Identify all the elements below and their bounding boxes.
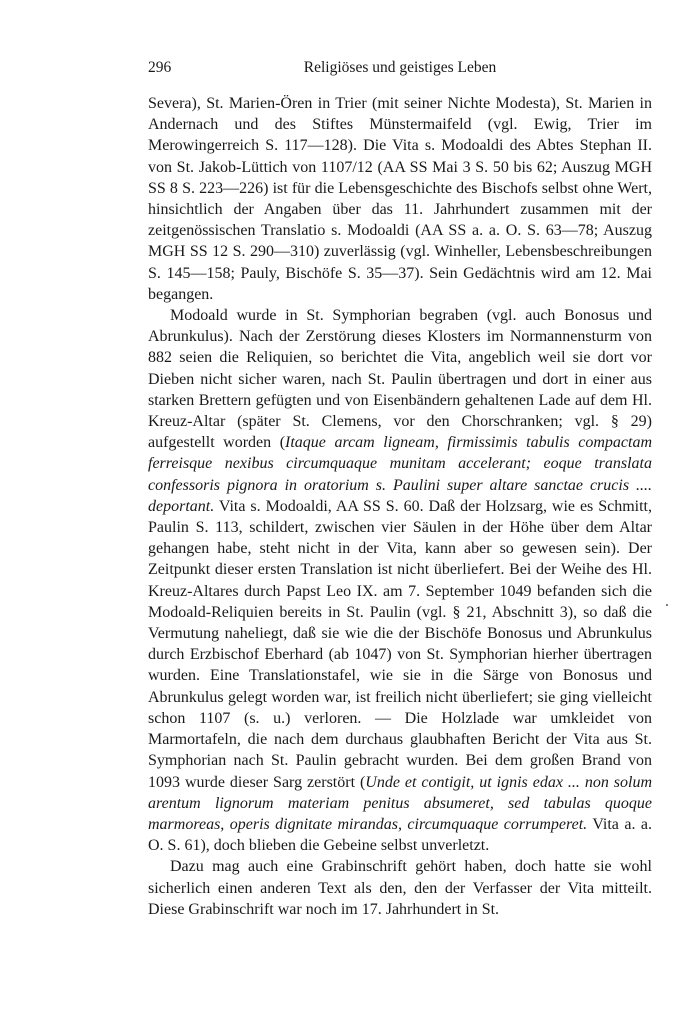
paragraph-2-text-b: Vita s. Modoaldi, AA SS S. 60. Daß der Holzsarg, wie es Schmitt, Paulin S. 113, schildert, zwischen vier Säulen in der Höhe über dem Altar gehangen habe, steht nicht in der Vita, kann aber so gewesen sein). Der Zeitpunkt dieser ersten Translation ist nicht überliefert. Bei der Weihe des Hl. Kreuz-Altares durch Papst Leo IX. am 7. September 1049 befanden sich die Modoald-Reliquien bereits in St. Paulin (vgl. § 21, Abschnitt 3), so daß die Vermutung naheliegt, daß sie wie die der Bischöfe Bonosus und Abrunkulus durch Erzbischof Eberhard (ab 1047) von St. Symphorian hierher übertragen wurden. Eine Translationstafel, wie sie in die Särge von Bonosus und Abrunkulus gelegt worden war, ist freilich nicht überliefert; sie ging vielleicht schon 1107 (s. u.) verloren. — Die Holzlade war umkleidet von Marmortafeln, die nach dem durchaus glaubhaften Bericht der Vita aus St. Symphorian nach St. Paulin gebracht wurden. Bei dem großen Brand von 1093 wurde dieser Sarg zerstört ( bbox=[148, 497, 652, 791]
running-title: Religiöses und geistiges Leben bbox=[303, 59, 497, 76]
scan-speck bbox=[666, 604, 668, 606]
paragraph-3: Dazu mag auch eine Grabinschrift gehört haben, doch hatte sie wohl sicherlich einen anderen Text als den, den der Verfasser der Vita mitteilt. Diese Grabinschrift war noch im 17. Jahrhundert in St. bbox=[148, 858, 652, 918]
paragraph-2-text-c: Vita a. a. O. S. 61), doch blieben die Gebeine selbst unverletzt. bbox=[148, 815, 652, 855]
paragraph-2-text-a: Modoald wurde in St. Symphorian begraben (vgl. auch Bonosus und Abrunkulus). Nach der Zerstörung dieses Klosters im Normannensturm von 882 seien die Reliquien, so berichtet die Vita, angeblich weil sie dort vor Dieben nicht sicher waren, nach St. Paulin übertragen und dort in einer aus starken Brettern gefügten und von Eisenbändern gehaltenen Lade auf dem Hl. Kreuz-Altar (später St. Clemens, vor den Chorschranken; vgl. § 29) aufgestellt worden ( bbox=[148, 307, 652, 452]
body-text bbox=[148, 93, 652, 920]
paragraph-2 bbox=[148, 305, 652, 856]
paragraph-1: Severa), St. Marien-Ören in Trier (mit seiner Nichte Modesta), St. Marien in Andernach und des Stiftes Münstermaifeld (vgl. Ewig, Trier im Merowingerreich S. 117—128). Die Vita s. Modoaldi des Abtes Stephan II. von St. Jakob-Lüttich von 1107/12 (AA SS Mai 3 S. 50 bis 62; Auszug MGH SS 8 S. 223—226) ist für die Lebensgeschichte des Bischofs selbst ohne Wert, hinsichtlich der Angaben über das 11. Jahrhundert zusammen mit der zeitgenössischen Translatio s. Modoaldi (AA SS a. a. O. S. 63—78; Auszug MGH SS 12 S. 290—310) zuverlässig (vgl. Winheller, Lebensbeschreibungen S. 145—158; Pauly, Bischöfe S. 35—37). Sein Gedächtnis wird am 12. Mai begangen. bbox=[148, 95, 652, 303]
page-number: 296 bbox=[148, 59, 172, 76]
latin-quotation-1: Itaque arcam ligneam, firmissimis tabulis compactam ferreisque nexibus circumquaque munitam accelerant; eoque translata confessoris pignora in oratorium s. Paulini super altare sanctae crucis .... deportant. bbox=[148, 434, 652, 515]
running-head bbox=[148, 58, 652, 78]
latin-quotation-2: Unde et contigit, ut ignis edax ... non solum arentum lignorum materiam penitus absumeret, sed tabulas quoque marmoreas, operis dignitate mirandas, circumquaque corrumperet. bbox=[148, 773, 652, 833]
